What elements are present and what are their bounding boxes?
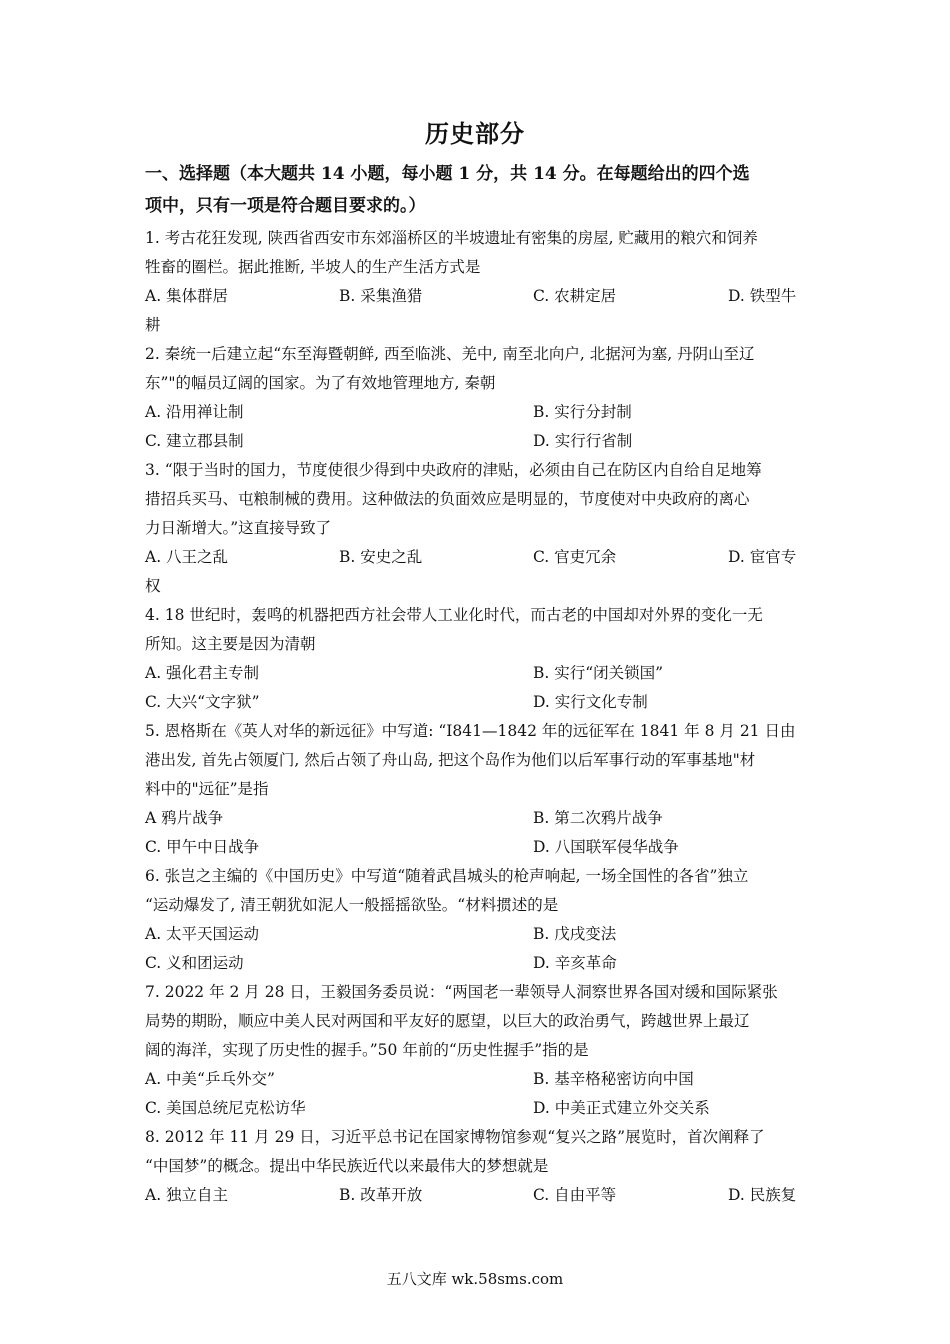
option-a[interactable]: A. 八王之乱 <box>145 548 229 566</box>
question-text: 牲畜的圈栏。据此推断, 半坡人的生产生活方式是 <box>145 258 481 276</box>
section-header-line: 一、选择题（本大题共 14 小题，每小题 1 分，共 14 分。在每题给出的四个选 <box>145 164 750 184</box>
option-a[interactable]: A. 集体群居 <box>145 287 229 305</box>
option-c[interactable]: C. 甲午中日战争 <box>145 838 260 856</box>
option-b[interactable]: B. 第二次鸦片战争 <box>533 809 663 827</box>
option-d[interactable]: D. 辛亥革命 <box>533 954 617 972</box>
option-d[interactable]: D. 实行文化专制 <box>533 693 648 711</box>
option-b[interactable]: B. 改革开放 <box>339 1186 423 1204</box>
option-c[interactable]: C. 自由平等 <box>533 1186 617 1204</box>
question-text: 2. 秦统一后建立起“东至海暨朝鲜, 西至临洮、羌中, 南至北向户, 北据河为塞, 丹阴山至辽 <box>145 345 755 363</box>
question-text: “运动爆发了, 清王朝犹如泥人一般摇摇欲坠。“材料掼述的是 <box>145 896 559 914</box>
page-title: 历史部分 <box>425 119 525 148</box>
option-overflow: 耕 <box>145 316 161 334</box>
question-text: 局势的期盼，顺应中美人民对两国和平友好的愿望，以巨大的政治勇气，跨越世界上最辽 <box>145 1012 750 1030</box>
option-d[interactable]: D. 中美正式建立外交关系 <box>533 1099 710 1117</box>
option-a[interactable]: A. 沿用禅让制 <box>145 403 244 421</box>
option-d[interactable]: D. 铁型牛 <box>728 287 797 305</box>
question-text: 措招兵买马、屯粮制械的费用。这种做法的负面效应是明显的，节度使对中央政府的离心 <box>145 490 750 508</box>
option-a[interactable]: A. 太平天国运动 <box>145 925 260 943</box>
option-c[interactable]: C. 农耕定居 <box>533 287 617 305</box>
question-text: 4. 18 世纪时，轰鸣的机器把西方社会带人工业化时代，而古老的中国却对外界的变化一无 <box>145 606 763 624</box>
option-a[interactable]: A 鸦片战争 <box>145 809 224 827</box>
question-text: 港出发, 首先占领厦门, 然后占领了舟山岛, 把这个岛作为他们以后军事行动的军事基地"材 <box>145 751 756 769</box>
question-text: 阔的海洋，实现了历史性的握手。”50 年前的“历史性握手”指的是 <box>145 1041 589 1059</box>
option-b[interactable]: B. 实行“闭关锁国” <box>533 664 664 682</box>
option-b[interactable]: B. 基辛格秘密访向中国 <box>533 1070 694 1088</box>
option-a[interactable]: A. 独立自主 <box>145 1186 229 1204</box>
section-header <box>145 158 810 222</box>
question-text: 6. 张岂之主编的《中国历史》中写道“随着武昌城头的枪声响起, 一场全国性的各省”独立 <box>145 867 749 885</box>
option-b[interactable]: B. 实行分封制 <box>533 403 632 421</box>
option-d[interactable]: D. 八国联军侵华战争 <box>533 838 679 856</box>
question-text: 3. “限于当时的国力，节度使很少得到中央政府的津贴，必须由自己在防区内自给自足地筹 <box>145 461 762 479</box>
option-c[interactable]: C. 美国总统尼克松访华 <box>145 1099 306 1117</box>
question-text: 东”"的幅员辽阔的国家。为了有效地管理地方, 秦朝 <box>145 374 496 392</box>
question-text: 7. 2022 年 2 月 28 日，王毅国务委员说：“两国老一辈领导人洞察世界各国对缓和国际紧张 <box>145 983 778 1001</box>
option-c[interactable]: C. 大兴“文字狱” <box>145 693 260 711</box>
option-d[interactable]: D. 实行行省制 <box>533 432 633 450</box>
question-text: “中国梦”的概念。提出中华民族近代以来最伟大的梦想就是 <box>145 1157 549 1175</box>
option-overflow: 权 <box>145 577 161 595</box>
option-c[interactable]: C. 建立郡县制 <box>145 432 244 450</box>
footer-watermark: 五八文库 wk.58sms.com <box>386 1270 564 1288</box>
option-b[interactable]: B. 戊戌变法 <box>533 925 617 943</box>
question-text: 料中的"远征”是指 <box>145 780 269 798</box>
question-text: 5. 恩格斯在《英人对华的新远征》中写道: “I841—1842 年的远征军在 1841 年 8 月 21 日由 <box>145 722 796 740</box>
option-a[interactable]: A. 强化君主专制 <box>145 664 260 682</box>
question-text: 所知。这主要是因为清朝 <box>145 635 316 653</box>
option-d[interactable]: D. 民族复 <box>728 1186 797 1204</box>
option-b[interactable]: B. 安史之乱 <box>339 548 423 566</box>
option-b[interactable]: B. 采集渔猎 <box>339 287 423 305</box>
option-c[interactable]: C. 官吏冗余 <box>533 548 617 566</box>
question-text: 8. 2012 年 11 月 29 日，习近平总书记在国家博物馆参观“复兴之路”展览时，首次阐释了 <box>145 1128 765 1146</box>
section-header-line: 项中，只有一项是符合题目要求的。） <box>145 196 426 216</box>
question-text: 力日渐增大。”这直接导致了 <box>145 519 332 537</box>
question-text: 1. 考古花狂发现, 陕西省西安市东郊淄桥区的半坡遗址有密集的房屋, 贮藏用的粮穴和饲养 <box>145 229 758 247</box>
option-d[interactable]: D. 宦官专 <box>728 548 797 566</box>
option-a[interactable]: A. 中美“乒乓外交” <box>145 1070 275 1088</box>
option-c[interactable]: C. 义和团运动 <box>145 954 244 972</box>
